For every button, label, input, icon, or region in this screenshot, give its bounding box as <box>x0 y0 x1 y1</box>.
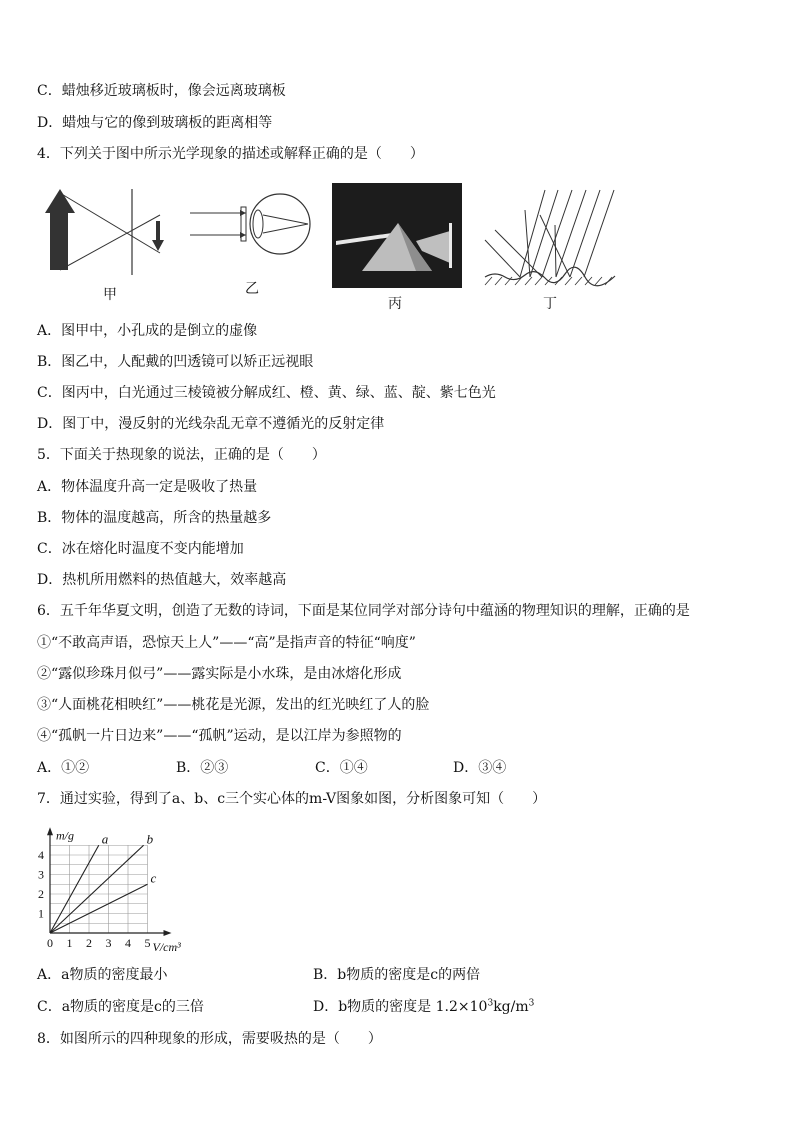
q6-statement-2: ②“露似珍珠月似弓”——露实际是小水珠，是由冰熔化形成 <box>37 666 402 682</box>
q8-stem: 8．如图所示的四种现象的形成，需要吸热的是（ ） <box>37 1031 382 1047</box>
caption-bing: 丙 <box>388 296 402 312</box>
q5-option-c: C．冰在熔化时温度不变内能增加 <box>37 541 244 557</box>
q5-stem: 5．下面关于热现象的说法，正确的是（ ） <box>37 447 326 463</box>
q6-statement-3: ③“人面桃花相映红”——桃花是光源，发出的红光映红了人的脸 <box>37 697 430 713</box>
series-line-c <box>50 884 148 933</box>
q3-option-d: D．蜡烛与它的像到玻璃板的距离相等 <box>37 115 273 131</box>
q6-stem: 6．五千年华夏文明，创造了无数的诗词，下面是某位同学对部分诗句中蕴涵的物理知识的理解，正确的是 <box>37 603 690 619</box>
q3-option-c: C．蜡烛移近玻璃板时，像会远离玻璃板 <box>37 83 286 99</box>
q6-statement-4: ④“孤帆一片日边来”——“孤帆”运动，是以江岸为参照物的 <box>37 728 402 744</box>
series-line-b <box>50 845 144 933</box>
figure-ding-diffuse <box>480 185 620 290</box>
q5-option-a: A．物体温度升高一定是吸收了热量 <box>37 479 258 495</box>
q7-stem: 7．通过实验，得到了a、b、c三个实心体的m-V图象如图，分析图象可知（ ） <box>37 791 547 807</box>
x-tick-label: 1 <box>66 936 73 950</box>
x-tick-label: 2 <box>86 936 92 950</box>
x-axis-label: V/cm³ <box>152 940 181 954</box>
q7-option-d <box>313 998 534 1016</box>
figure-jia-pinhole <box>40 185 180 280</box>
y-tick-label: 4 <box>38 848 44 862</box>
q6-option-c: C．①④ <box>315 760 368 776</box>
q4-option-c: C．图丙中，白光通过三棱镜被分解成红、橙、黄、绿、蓝、靛、紫七色光 <box>37 385 496 401</box>
q4-option-a: A．图甲中，小孔成的是倒立的虚像 <box>37 323 258 339</box>
x-tick-label: 3 <box>105 936 112 950</box>
series-line-a <box>50 845 99 933</box>
caption-yi: 乙 <box>245 281 259 297</box>
y-tick-label: 3 <box>38 867 44 882</box>
q7-option-d-exp: 3 <box>487 998 494 1009</box>
q6-option-b: B．②③ <box>176 760 229 776</box>
y-axis-label: m/g <box>56 828 74 843</box>
q6-option-d: D．③④ <box>453 760 507 776</box>
series-label-c: c <box>150 870 157 886</box>
y-axis-arrow <box>47 827 53 835</box>
q5-option-d: D．热机所用燃料的热值越大，效率越高 <box>37 572 287 588</box>
caption-ding: 丁 <box>543 296 557 312</box>
q7-option-b: B．b物质的密度是c的两倍 <box>313 967 481 983</box>
q7-option-d-unit-exp: 3 <box>528 998 535 1009</box>
series-label-a: a <box>101 831 109 847</box>
q4-option-b: B．图乙中，人配戴的凹透镜可以矫正远视眼 <box>37 354 314 370</box>
y-tick-label: 1 <box>38 906 44 921</box>
q7-option-c: C．a物质的密度是c的三倍 <box>37 999 204 1015</box>
x-tick-label: 5 <box>144 936 151 950</box>
q6-statement-1: ①“不敢高声语，恐惊天上人”——“高”是指声音的特征“响度” <box>37 635 416 651</box>
q7-option-d-unit: kg/m <box>493 999 529 1015</box>
q5-option-b: B．物体的温度越高，所含的热量越多 <box>37 510 272 526</box>
q4-stem: 4．下列关于图中所示光学现象的描述或解释正确的是（ ） <box>37 146 424 162</box>
q7-option-a: A．a物质的密度最小 <box>37 967 168 983</box>
q7-option-d-prefix: D．b物质的密度是 1.2×10 <box>313 999 488 1015</box>
caption-jia: 甲 <box>103 287 117 303</box>
figure-bing-prism <box>332 183 462 288</box>
mv-chart <box>34 820 204 955</box>
figure-yi-eye <box>188 185 318 265</box>
y-tick-label: 2 <box>38 887 44 901</box>
x-axis-arrow <box>164 930 172 936</box>
x-tick-label: 4 <box>125 936 131 950</box>
q6-option-a: A．①② <box>37 760 90 776</box>
x-tick-label: 0 <box>47 936 53 950</box>
series-label-b: b <box>146 831 154 847</box>
q4-option-d: D．图丁中，漫反射的光线杂乱无章不遵循光的反射定律 <box>37 416 385 432</box>
